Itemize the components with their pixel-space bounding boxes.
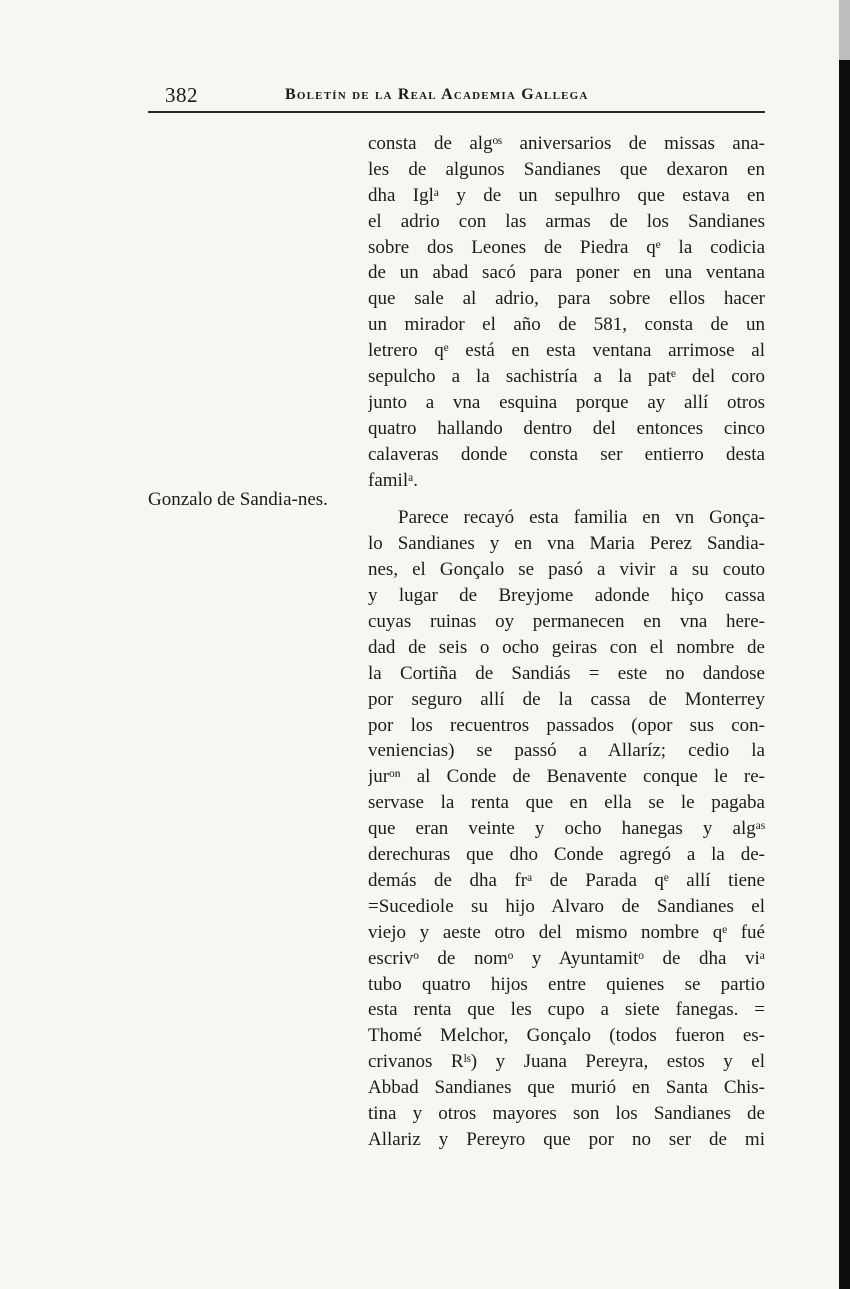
text-line: dha Iglᵃ y de un sepulhro que estava en	[368, 184, 765, 206]
margin-note: Gonzalo de Sandia-nes.	[148, 489, 328, 510]
text-line: derechuras que dho Conde agregó a la de-	[368, 844, 765, 866]
text-line: letrero qᵉ está en esta ventana arrimose al	[368, 340, 765, 362]
paragraph-1	[368, 131, 765, 493]
text-line: servase la renta que en ella se le pagaba	[368, 792, 765, 814]
text-line: dad de seis o ocho geiras con el nombre de	[368, 636, 765, 658]
text-line: =Sucediole su hijo Alvaro de Sandianes el	[368, 895, 765, 917]
running-header: Boletín de la Real Academia Gallega	[285, 86, 589, 103]
text-line: Thomé Melchor, Gonçalo (todos fueron es-	[368, 1025, 765, 1047]
text-line: que sale al adrio, para sobre ellos hacer	[368, 288, 765, 310]
text-line: veniencias) se passó a Allaríz; cedio la	[368, 740, 765, 762]
text-line: consta de algᵒˢ aniversarios de missas ana-	[368, 133, 765, 154]
text-line: calaveras donde consta ser entierro desta	[368, 443, 765, 465]
text-line: sobre dos Leones de Piedra qᵉ la codicia	[368, 236, 765, 258]
text-line: por los recuentros passados (opor sus con-	[368, 714, 765, 736]
text-line: jurᵒⁿ al Conde de Benavente conque le re-	[368, 766, 765, 788]
text-line: sepulcho a la sachistría a la patᵉ del coro	[368, 366, 765, 388]
text-line: la Cortiña de Sandiás = este no dandose	[368, 662, 765, 684]
text-line: Allariz y Pereyro que por no ser de mi	[368, 1128, 765, 1150]
text-line: lo Sandianes y en vna Maria Perez Sandia-	[368, 533, 765, 555]
text-line: Parece recayó esta familia en vn Gonça-	[398, 507, 765, 529]
text-line: Abbad Sandianes que murió en Santa Chis-	[368, 1077, 765, 1099]
text-line: de un abad sacó para poner en una ventana	[368, 262, 765, 284]
text-line: esta renta que les cupo a siete fanegas. =	[368, 999, 765, 1021]
text-line: junto a vna esquina porque ay allí otros	[368, 391, 765, 413]
text-line: crivanos Rˡˢ) y Juana Pereyra, estos y el	[368, 1051, 765, 1073]
text-line: escrivᵒ de nomᵒ y Ayuntamitᵒ de dha viᵃ	[368, 947, 765, 969]
body-text	[368, 131, 765, 1153]
scan-edge-bar-top	[839, 0, 850, 60]
text-line: tina y otros mayores son los Sandianes de	[368, 1102, 765, 1124]
text-line: quatro hallando dentro del entonces cinco	[368, 417, 765, 439]
paragraph-2	[368, 505, 765, 1152]
text-line: demás de dha frᵃ de Parada qᵉ allí tiene	[368, 869, 765, 891]
text-line: que eran veinte y ocho hanegas y algᵃˢ	[368, 818, 765, 840]
text-line: tubo quatro hijos entre quienes se partio	[368, 973, 765, 995]
text-line: viejo y aeste otro del mismo nombre qᵉ fué	[368, 921, 765, 943]
text-line: un mirador el año de 581, consta de un	[368, 314, 765, 336]
scan-edge-bar	[839, 0, 850, 1289]
text-line: y lugar de Breyjome adonde hiço cassa	[368, 585, 765, 607]
text-line: familᵃ.	[368, 469, 419, 491]
text-line: les de algunos Sandianes que dexaron en	[368, 158, 765, 180]
paragraph-gap	[368, 493, 765, 505]
text-line: por seguro allí de la cassa de Monterrey	[368, 688, 765, 710]
text-line: cuyas ruinas oy permanecen en vna here-	[368, 611, 765, 633]
page-number: 382	[165, 83, 198, 107]
header-rule	[148, 111, 765, 113]
text-line: nes, el Gonçalo se pasó a vivir a su couto	[368, 559, 765, 581]
text-line: el adrio con las armas de los Sandianes	[368, 210, 765, 232]
